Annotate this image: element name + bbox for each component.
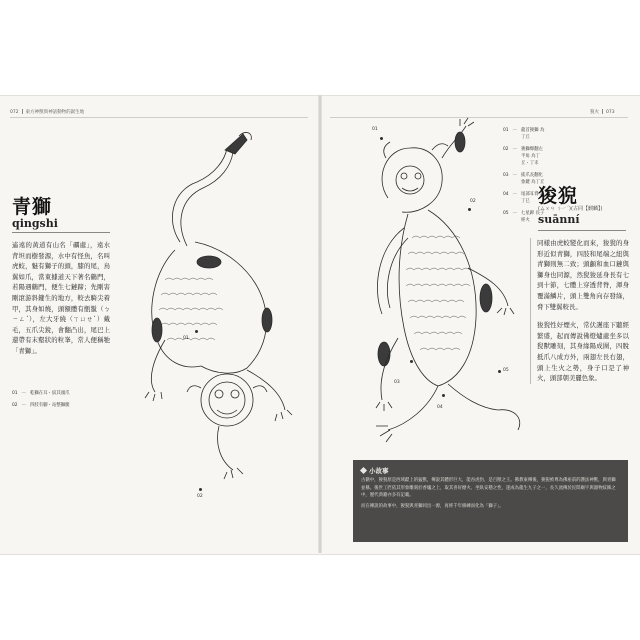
story-box [353,460,628,542]
left-pointer-dot [195,330,198,333]
right-body-text [530,238,629,384]
right-running-head [590,109,615,115]
right-pointer-dot [442,394,445,397]
left-pointer-dot [199,488,202,491]
right-title: 狻猊 [538,185,579,207]
left-note-item: 01 — 乾獅在耳・紋其頭爪 [12,391,70,396]
right-note-item: 02 — 狻獅爆翻左半角 為丁丘・丁未 [503,147,543,166]
left-header-rule [10,117,308,118]
right-pointer-label: 05 [503,368,509,373]
right-note-item: 04 — 尾部耳脅 為丁巳 [503,192,545,204]
left-notes [12,390,110,409]
diamond-icon [360,467,367,474]
left-title-pinyin: qingshi [12,217,58,230]
right-pointer-dot [468,208,471,211]
left-title-rule [12,232,110,233]
right-body-paragraph: 同樣由虎蛟變化而來，狻猊的身形近似青獅，四肢和尾端之紐與青獅則無二致；頭顱和血口鏈與獅身也同源，然猊狻延身長有七到十節，七體上穿透背脊，渾身覆滿鱗片，頭上雙角向存發綠，脅下雙翼較長。 [537,239,629,311]
story-paragraph: 而在傳說的故事中，狻猊與青獅同出一源，再經千年修練而化為「獅子」。 [361,503,504,509]
suanni-illustration [368,118,528,463]
right-pointer-dot [410,360,413,363]
right-title-ruby: (ムㄨㄢ ㄋㄧˊ)(古同【麒麟】) [538,206,603,212]
left-note-item: 02 — 四肢有腳・站整獅腿 [12,403,70,408]
left-running-head [10,109,84,115]
right-pointer-label: 03 [394,380,400,385]
story-text [361,477,620,513]
right-note-item: 01 — 龍首狻獅 為丁丘 [503,128,545,140]
right-pointer-label: 01 [372,127,378,132]
right-title-rule [538,230,626,231]
right-note-item: 05 — 七星蹄 長子經火 [503,211,545,223]
right-note-item: 03 — 搖爪長翻化象鍵 為丁丘 [503,173,545,185]
book-gutter [318,95,322,553]
left-section-title: 東方神獸與神話動物的誕生地 [25,110,85,115]
left-pointer-label: 02 [197,494,203,499]
right-pointer-label: 04 [437,405,443,410]
story-heading: 小故事 [361,466,389,475]
right-page-number: 073 [606,110,615,115]
right-body-paragraph: 狻猊性好煙火，常伏護座下聽經繁盛，起而傳說佛燈爐處坐多以猊獸雕刻，其身緣陽成圍，四脫抵爪八成方外，兩翅左長右翅，頭上生火之勢，身子口是了神火，頭部朝美麗色象。 [537,321,629,383]
right-pointer-label: 02 [470,199,476,204]
left-body-text: 遙遠的黃道有山名「礪處」，遠水背坦而樹發源，水中有怪魚，名叫虎蛟，魅有獅子的頭，膝的尾，鳥翼如爪，當東據道天下著名鶴門，若陽遇鶴門，便生七鏈蹄；先剛害剛滾游斜鍵生的地方，較去騎尖着甲，其身如燒，頭額體有甑鬣（ㄅㄧㄥˊ），左大牙繞（ㄒㄩㄝˋ）戴毛，五爪尖銳，會翻凸出，尾巴上還帶有末壑狀的粒峯，常人便稱牠「青獅」。 [12,241,110,355]
right-pointer-dot [498,370,501,373]
right-title-pinyin: suānní [538,213,580,226]
left-pointer-label: 01 [183,336,189,341]
left-page-number: 072 [10,110,19,115]
qingshi-illustration [135,130,305,490]
story-paragraph: 古籍中，狻猊原是西域獻上的猛獸，傳說其體形巨大，能吞虎豹，是百獸之王。佛教東傳後，狻猊被尊為佛座前的護法神獸，與青獅並稱。後世工匠依其形象雕刻於香爐之上，取其喜好煙火、坐臥安穩之性，遂成為龍生九子之一，長久流傳於民間廟宇與器物紋飾之中，歷代典籍亦多有記載。 [361,478,616,499]
right-section-title: 猊火 [590,110,599,115]
right-pointer-dot [380,137,383,140]
left-title: 青獅 [12,196,53,218]
